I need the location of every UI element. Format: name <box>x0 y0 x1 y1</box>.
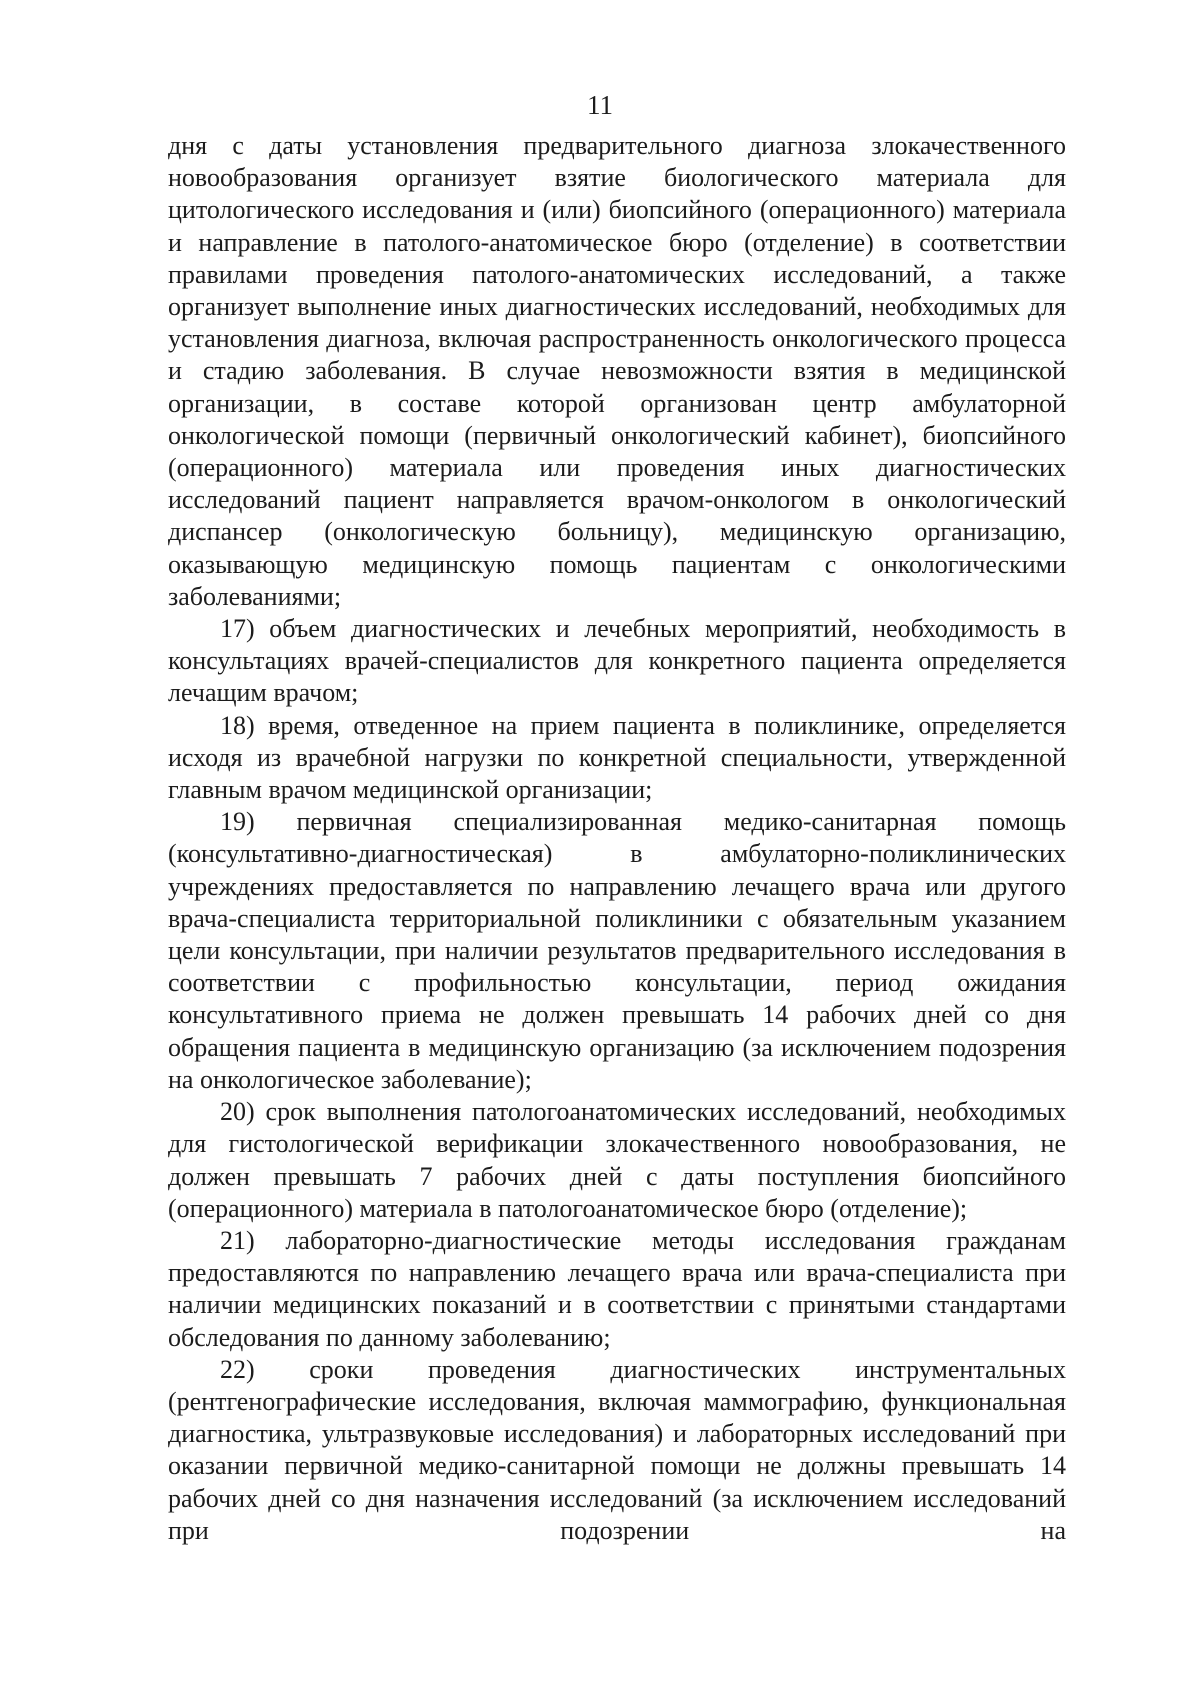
paragraph-item-19: 19) первичная специализированная медико-санитарная помощь (консультативно-диагностическая) в амбулаторно-поликлинических учреждениях предоставляется по направлению лечащего врача или другого врача-специалиста территориальной поликлиники с обязательным указанием цели консультации, при наличии результатов предварительного исследования в соответствии с профильностью консультации, период ожидания консультативного приема не должен превышать 14 рабочих дней со дня обращения пациента в медицинскую организацию (за исключением подозрения на онкологическое заболевание); <box>168 807 1066 1094</box>
paragraph-item-17: 17) объем диагностических и лечебных мероприятий, необходимость в консультациях врачей-специалистов для конкретного пациента определяется лечащим врачом; <box>168 614 1066 708</box>
paragraph-continuation: дня с даты установления предварительного диагноза злокачественного новообразования организует взятие биологического материала для цитологического исследования и (или) биопсийного (операционного) материала и направление в патолого-анатомическое бюро (отделение) в соответствии правилами проведения патолого-анатомических исследований, а также организует выполнение иных диагностических исследований, необходимых для установления диагноза, включая распространенность онкологического процесса и стадию заболевания. В случае невозможности взятия в медицинской организации, в составе которой организован центр амбулаторной онкологической помощи (первичный онкологический кабинет), биопсийного (операционного) материала или проведения иных диагностических исследований пациент направляется врачом-онкологом в онкологический диспансер (онкологическую больницу), медицинскую организацию, оказывающую медицинскую помощь пациентам с онкологическими заболеваниями; <box>168 131 1066 611</box>
paragraph-item-22: 22) сроки проведения диагностических инструментальных (рентгенографические исследования, включая маммографию, функциональная диагностика, ультразвуковые исследования) и лабораторных исследований при оказании первичной медико-санитарной помощи не должны превышать 14 рабочих дней со дня назначения исследований (за исключением исследований при подозрении на <box>168 1354 1066 1545</box>
paragraph-item-21: 21) лабораторно-диагностические методы исследования гражданам предоставляются по направлению лечащего врача или врача-специалиста при наличии медицинских показаний и в соответствии с принятыми стандартами обследования по данному заболеванию; <box>168 1225 1066 1352</box>
paragraph-item-18: 18) время, отведенное на прием пациента в поликлинике, определяется исходя из врачебной нагрузки по конкретной специальности, утвержденной главным врачом медицинской организации; <box>168 710 1066 805</box>
document-body <box>168 130 1066 1547</box>
page-number: 11 <box>587 90 613 120</box>
paragraph-item-20: 20) срок выполнения патологоанатомических исследований, необходимых для гистологической верификации злокачественного новообразования, не должен превышать 7 рабочих дней с даты поступления биопсийного (операционного) материала в патологоанатомическое бюро (отделение); <box>168 1097 1066 1223</box>
